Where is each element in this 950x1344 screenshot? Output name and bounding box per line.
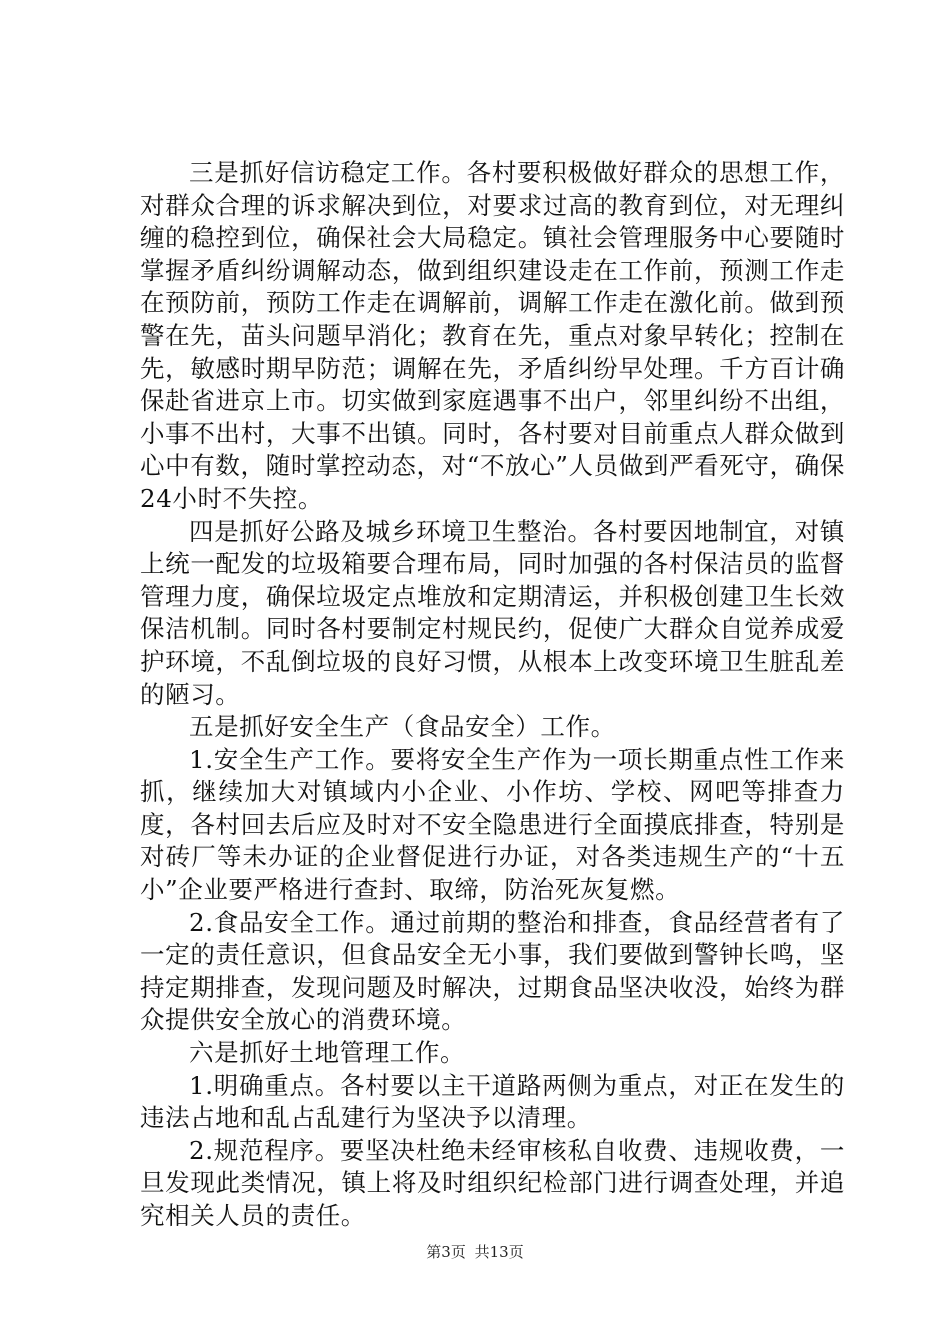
page-total: 共13页: [474, 1243, 524, 1261]
page-footer: [0, 1242, 950, 1262]
paragraph-production-safety: 1.安全生产工作。要将安全生产作为一项长期重点性工作来抓，继续加大对镇域内小企业、小作坊、学校、网吧等排查力度，各村回去后应及时对不安全隐患进行全面摸底排查，特别是对砖厂等未办证的企业督促进行办证，对各类违规生产的“十五小”企业要严格进行查封、取缔，防治死灰复燃。: [140, 744, 845, 905]
paragraph-food-safety: 2.食品安全工作。通过前期的整治和排查，食品经营者有了一定的责任意识，但食品安全无小事，我们要做到警钟长鸣，坚持定期排查，发现问题及时解决，过期食品坚决收没，始终为群众提供安全放心的消费环境。: [140, 907, 845, 1035]
paragraph-land-heading: 六是抓好土地管理工作。: [189, 1038, 466, 1068]
paragraph-land-focus: 1.明确重点。各村要以主干道路两侧为重点，对正在发生的违法占地和乱占乱建行为坚决予以清理。: [140, 1070, 845, 1133]
paragraph-stability: 三是抓好信访稳定工作。各村要积极做好群众的思想工作，对群众合理的诉求解决到位，对要求过高的教育到位，对无理纠缠的稳控到位，确保社会大局稳定。镇社会管理服务中心要随时掌握矛盾纠纷调解动态，做到组织建设走在工作前，预测工作走在预防前，预防工作走在调解前，调解工作走在激化前。做到预警在先，苗头问题早消化；教育在先，重点对象早转化；控制在先，敏感时期早防范；调解在先，矛盾纠纷早处理。千方百计确保赴省进京上市。切实做到家庭遇事不出户，邻里纠纷不出组，小事不出村，大事不出镇。同时，各村要对目前重点人群众做到心中有数，随时掌控动态，对“不放心”人员做到严看死守，确保24小时不失控。: [140, 158, 845, 513]
paragraph-land-procedure: 2.规范程序。要坚决杜绝未经审核私自收费、违规收费，一旦发现此类情况，镇上将及时组织纪检部门进行调查处理，并追究相关人员的责任。: [140, 1135, 845, 1230]
document-body: [140, 157, 845, 1233]
paragraph-safety-heading: 五是抓好安全生产（食品安全）工作。: [189, 712, 616, 742]
page-number: 第3页: [426, 1243, 466, 1261]
paragraph-environment: 四是抓好公路及城乡环境卫生整治。各村要因地制宜，对镇上统一配发的垃圾箱要合理布局，同时加强的各村保洁员的监督管理力度，确保垃圾定点堆放和定期清运，并积极创建卫生长效保洁机制。同时各村要制定村规民约，促使广大群众自觉养成爱护环境，不乱倒垃圾的良好习惯，从根本上改变环境卫生脏乱差的陋习。: [140, 516, 845, 709]
